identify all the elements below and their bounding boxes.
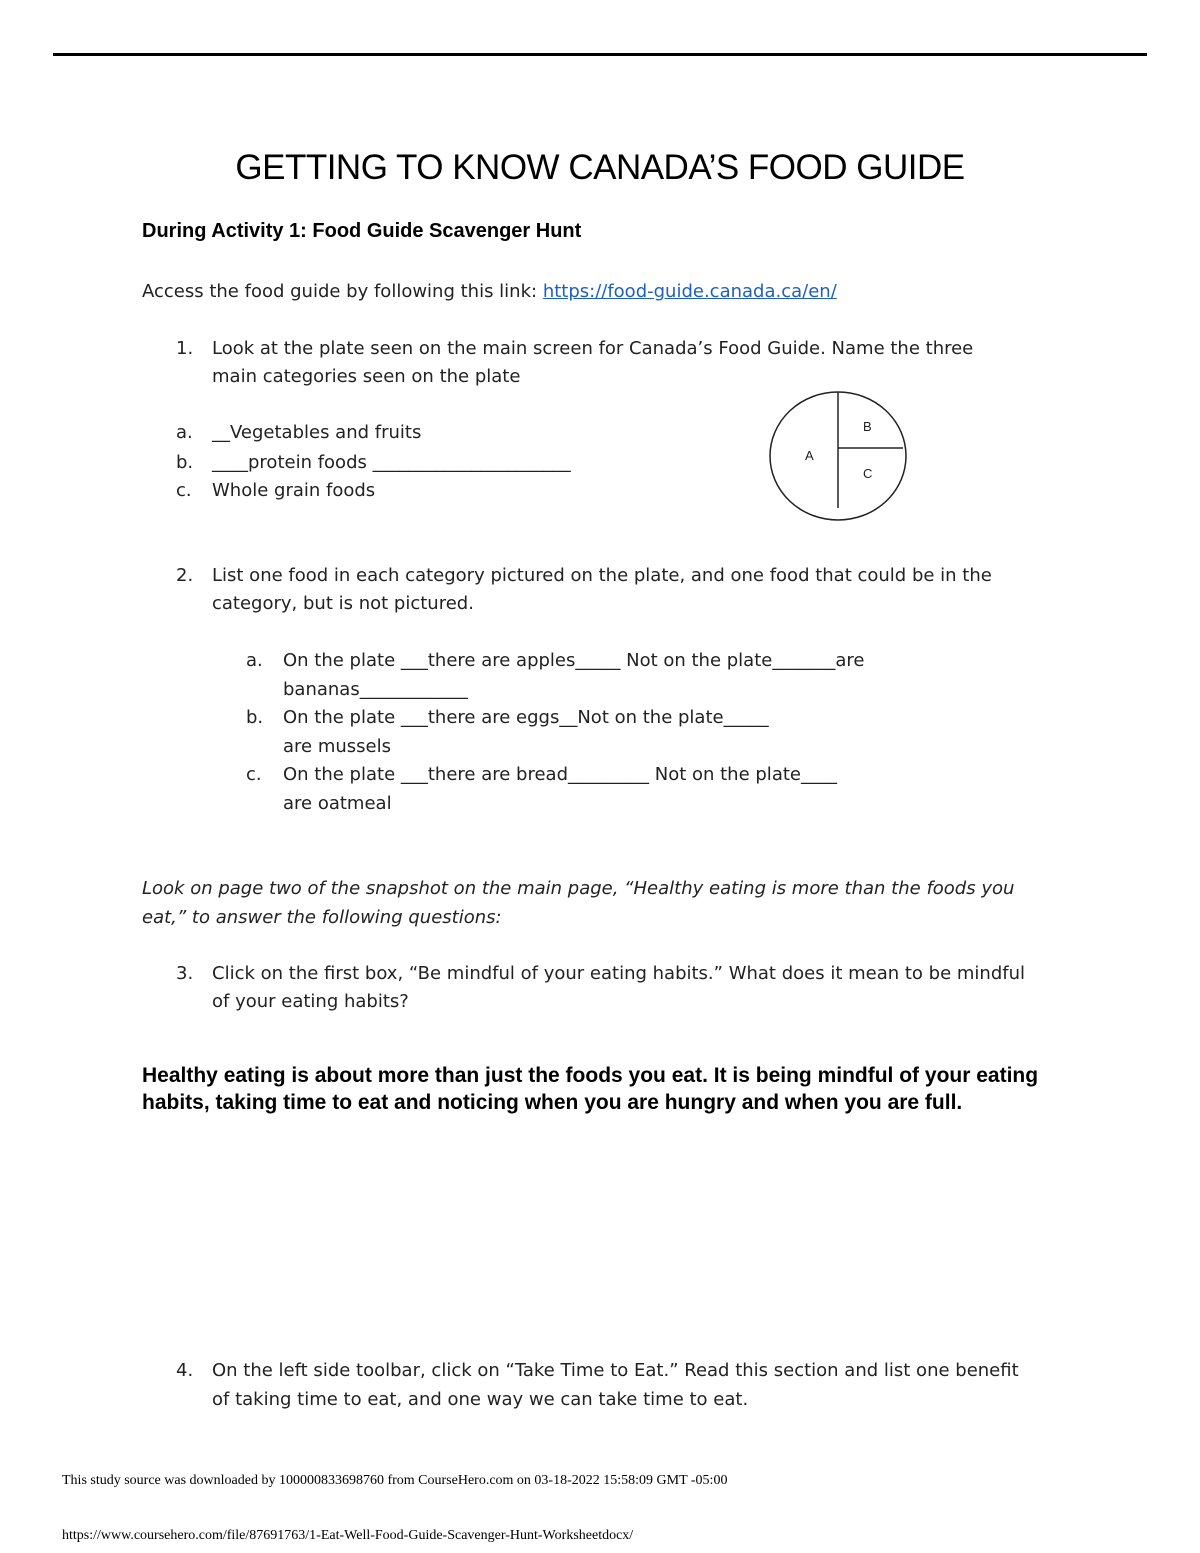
q1-line1: Look at the plate seen on the main screen for Canada’s Food Guide. Name the three: [212, 338, 974, 359]
plate-label-a: A: [805, 448, 814, 463]
plate-label-b: B: [863, 419, 872, 434]
q2-line1: List one food in each category pictured on the plate, and one food that could be in the: [212, 565, 992, 586]
q2-item-a-line1: On the plate ___there are apples_____ Not on the plate_______are: [283, 650, 865, 671]
q2-item-b-line1: On the plate ___there are eggs__Not on the plate_____: [283, 707, 769, 728]
footer-download-note: This study source was downloaded by 100000833698760 from CourseHero.com on 03-18-2022 15:58:09 GMT -05:00: [62, 1473, 728, 1488]
page-title: GETTING TO KNOW CANADA’S FOOD GUIDE: [235, 148, 965, 187]
footer-url[interactable]: https://www.coursehero.com/file/87691763/1-Eat-Well-Food-Guide-Scavenger-Hunt-Worksheetdocx/: [62, 1528, 634, 1543]
food-guide-link[interactable]: https://food-guide.canada.ca/en/: [542, 281, 837, 302]
q2-line2: category, but is not pictured.: [212, 593, 474, 614]
q4-number: 4.: [176, 1360, 194, 1381]
q1-item-a: __Vegetables and fruits: [212, 422, 422, 443]
q3-line1: Click on the first box, “Be mindful of your eating habits.” What does it mean to be mindful: [212, 963, 1026, 984]
instruction-line2: eat,” to answer the following questions:: [142, 907, 502, 928]
q3-number: 3.: [176, 963, 194, 984]
q1-item-c: Whole grain foods: [212, 480, 376, 501]
q1-item-b-marker: b.: [176, 452, 194, 473]
q1-number: 1.: [176, 338, 194, 359]
q3-line2: of your eating habits?: [212, 991, 409, 1012]
q2-item-a-marker: a.: [246, 650, 263, 671]
q1-item-b: ____protein foods ______________________: [212, 452, 571, 473]
access-line: [142, 278, 837, 306]
q3-answer: Healthy eating is about more than just the foods you eat. It is being mindful of your eating habits, taking time to eat and noticing when you are hungry and when you are full.: [142, 1064, 1039, 1114]
q4-line1: On the left side toolbar, click on “Take Time to Eat.” Read this section and list one benefit: [212, 1360, 1019, 1381]
plate-label-c: C: [863, 466, 873, 481]
q2-item-b-marker: b.: [246, 707, 264, 728]
instruction-line1: Look on page two of the snapshot on the main page, “Healthy eating is more than the foods you: [142, 878, 1015, 899]
q2-item-a-line2: bananas____________: [283, 679, 468, 700]
activity-heading: During Activity 1: Food Guide Scavenger Hunt: [142, 220, 582, 242]
q2-item-c-line2: are oatmeal: [283, 793, 392, 814]
q2-number: 2.: [176, 565, 194, 586]
q2-item-c-line1: On the plate ___there are bread_________ Not on the plate____: [283, 764, 837, 785]
access-text: Access the food guide by following this link:: [142, 281, 543, 302]
q1-item-c-marker: c.: [176, 480, 192, 501]
q4-line2: of taking time to eat, and one way we can take time to eat.: [212, 1389, 749, 1410]
q2-item-b-line2: are mussels: [283, 736, 391, 757]
q2-item-c-marker: c.: [246, 764, 262, 785]
q1-item-a-marker: a.: [176, 422, 193, 443]
top-rule: [53, 53, 1147, 56]
plate-diagram: [765, 388, 913, 526]
q1-line2: main categories seen on the plate: [212, 366, 521, 387]
